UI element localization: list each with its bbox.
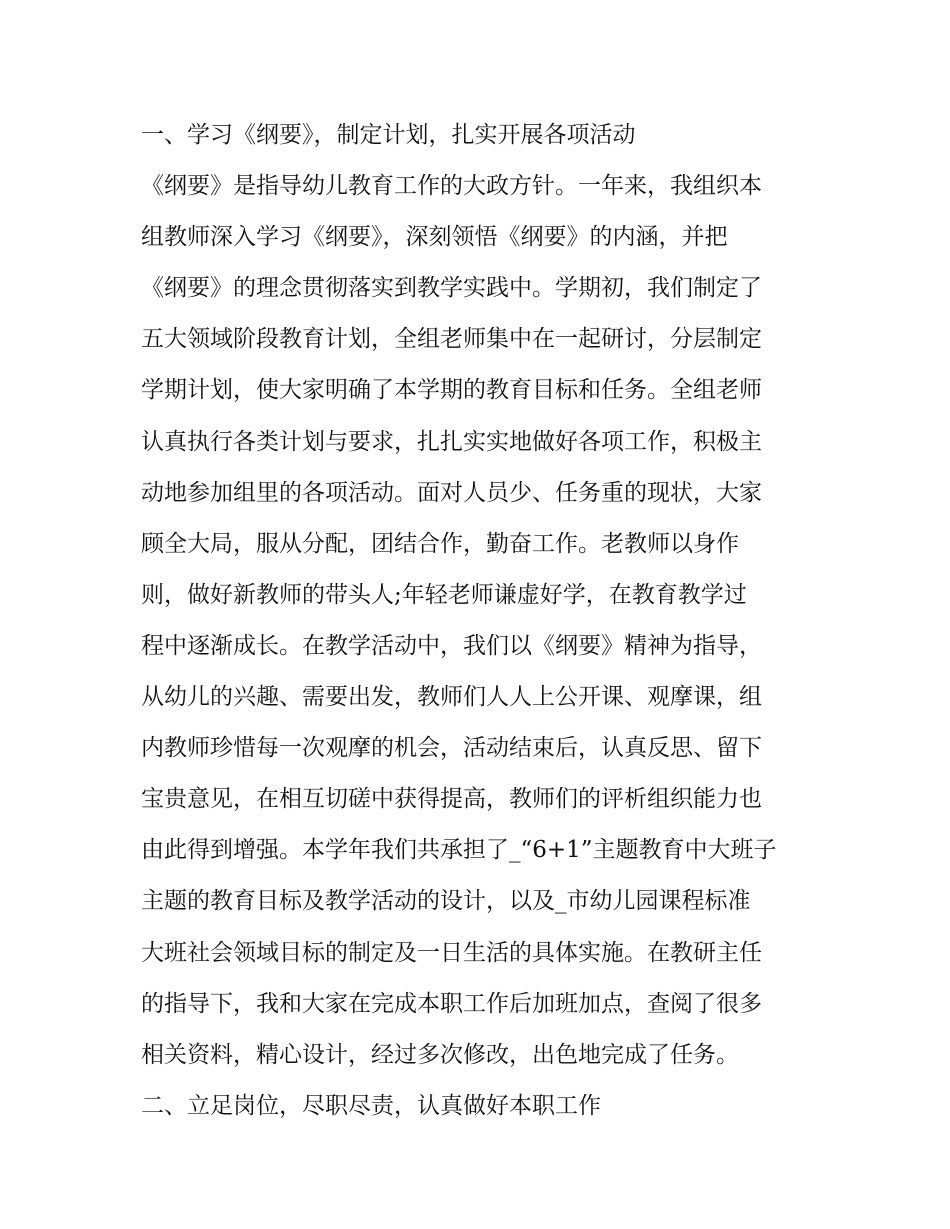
- paragraph-line: 学期计划，使大家明确了本学期的教育目标和任务。全组老师: [141, 377, 762, 404]
- paragraph-line: 《纲要》的理念贯彻落实到教学实践中。学期初，我们制定了: [141, 275, 762, 302]
- paragraph-line: 的指导下，我和大家在完成本职工作后加班加点，查阅了很多: [141, 990, 762, 1017]
- document-body: [141, 110, 813, 1132]
- paragraph-line: 宝贵意见，在相互切磋中获得提高，教师们的评析组织能力也: [141, 786, 762, 813]
- paragraph-line: 则，做好新教师的带头人;年轻老师谦虚好学，在教育教学过: [141, 581, 747, 608]
- paragraph-line: 五大领域阶段教育计划，全组老师集中在一起研讨，分层制定: [141, 326, 762, 353]
- paragraph-line: 组教师深入学习《纲要》，深刻领悟《纲要》的内涵，并把: [141, 224, 728, 251]
- paragraph-line: 动地参加组里的各项活动。面对人员少、任务重的现状，大家: [141, 479, 762, 506]
- paragraph-line: 程中逐渐成长。在教学活动中，我们以《纲要》精神为指导，: [141, 632, 762, 659]
- paragraph-line: 内教师珍惜每一次观摩的机会，活动结束后，认真反思、留下: [141, 735, 762, 762]
- section-heading-1: 一、学习《纲要》，制定计划，扎实开展各项活动: [141, 122, 636, 148]
- paragraph-line: 从幼儿的兴趣、需要出发，教师们人人上公开课、观摩课，组: [141, 684, 762, 711]
- paragraph-line: 顾全大局，服从分配，团结合作，勤奋工作。老教师以身作: [141, 530, 739, 557]
- paragraph-line: 认真执行各类计划与要求，扎扎实实地做好各项工作，积极主: [141, 428, 762, 455]
- paragraph-line: 大班社会领域目标的制定及一日生活的具体实施。在教研主任: [141, 939, 762, 966]
- paragraph-line: 由此得到增强。本学年我们共承担了_“6+1”主题教育中大班子: [141, 837, 777, 864]
- section-heading-2: 二、立足岗位，尽职尽责，认真做好本职工作: [141, 1092, 601, 1119]
- paragraph-line: 主题的教育目标及教学活动的设计，以及_市幼儿园课程标准: [141, 888, 751, 915]
- paragraph-line: 相关资料，精心设计，经过多次修改，出色地完成了任务。: [141, 1041, 739, 1068]
- paragraph-line: 《纲要》是指导幼儿教育工作的大政方针。一年来，我组织本: [141, 173, 762, 200]
